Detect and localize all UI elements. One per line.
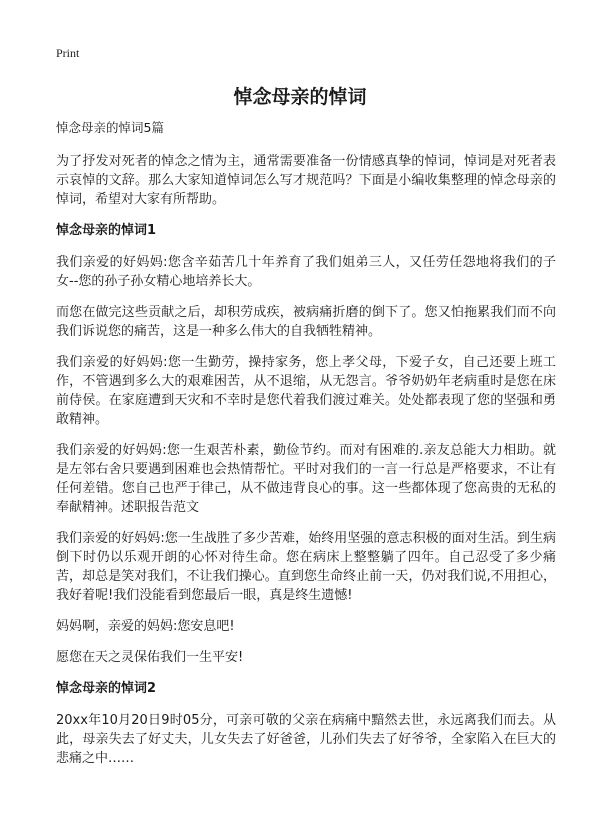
section-paragraph: 我们亲爱的好妈妈:您一生艰苦朴素，勤俭节约。而对有困难的.亲友总能大力相助。就是左邻右舍只要遇到困难也会热情帮忙。平时对我们的一言一行总是严格要求，不让有任何差错。您自己也严于律己，从不做违背良心的事。这一些都体现了您高贵的无私的奉献精神。述职报告范文 bbox=[56, 443, 556, 515]
intro-paragraph: 为了抒发对死者的悼念之情为主，通常需要准备一份情感真挚的悼词，悼词是对死者表示哀悼的文辞。那么大家知道悼词怎么写才规范吗？下面是小编收集整理的悼念母亲的悼词，希望对大家有所帮助。 bbox=[56, 154, 556, 207]
section-paragraph: 愿您在天之灵保佑我们一生平安! bbox=[56, 650, 244, 665]
section-2 bbox=[56, 679, 556, 768]
section-heading: 悼念母亲的悼词2 bbox=[56, 681, 157, 696]
document-title: 悼念母亲的悼词 bbox=[233, 86, 367, 108]
section-1 bbox=[56, 221, 556, 667]
print-link[interactable]: Print bbox=[56, 46, 80, 60]
section-paragraph: 我们亲爱的好妈妈:您一生勤劳，操持家务，您上孝父母，下爱子女，自己还要上班工作，不管遇到多么大的艰难困苦，从不退缩，从无怨言。爷爷奶奶年老病重时是您在床前侍侯。在家庭遭到天灾和不幸时是您代着我们渡过难关。处处都表现了您的坚强和勇敢精神。 bbox=[56, 355, 556, 427]
section-heading: 悼念母亲的悼词1 bbox=[56, 223, 157, 238]
section-paragraph: 妈妈啊，亲爱的妈妈:您安息吧! bbox=[56, 619, 235, 634]
document-subtitle: 悼念母亲的悼词5篇 bbox=[56, 120, 164, 135]
section-paragraph: 20xx年10月20日9时05分，可亲可敬的父亲在病痛中黯然去世，永远离我们而去。从此，母亲失去了好丈夫，儿女失去了好爸爸，儿孙们失去了好爷爷，全家陷入在巨大的悲痛之中…… bbox=[56, 713, 556, 766]
section-paragraph: 而您在做完这些贡献之后，却积劳成疾，被病痛折磨的倒下了。您又怕拖累我们而不向我们诉说您的痛苦，这是一种多么伟大的自我牺牲精神。 bbox=[56, 305, 556, 339]
section-paragraph: 我们亲爱的好妈妈:您一生战胜了多少苦难，始终用坚强的意志积极的面对生活。到生病倒下时仍以乐观开朗的心怀对待生命。您在病床上整整躺了四年。自己忍受了多少痛苦，却总是笑对我们，不让我们操心。直到您生命终止前一天，仍对我们说,不用担心，我好着呢!我们没能看到您最后一眼，真是终生遗憾! bbox=[56, 531, 556, 603]
document-body bbox=[56, 118, 556, 780]
section-paragraph: 我们亲爱的好妈妈:您含辛茹苦几十年养育了我们姐弟三人，又任劳任怨地将我们的子女--您的孙子孙女精心地培养长大。 bbox=[56, 255, 556, 289]
